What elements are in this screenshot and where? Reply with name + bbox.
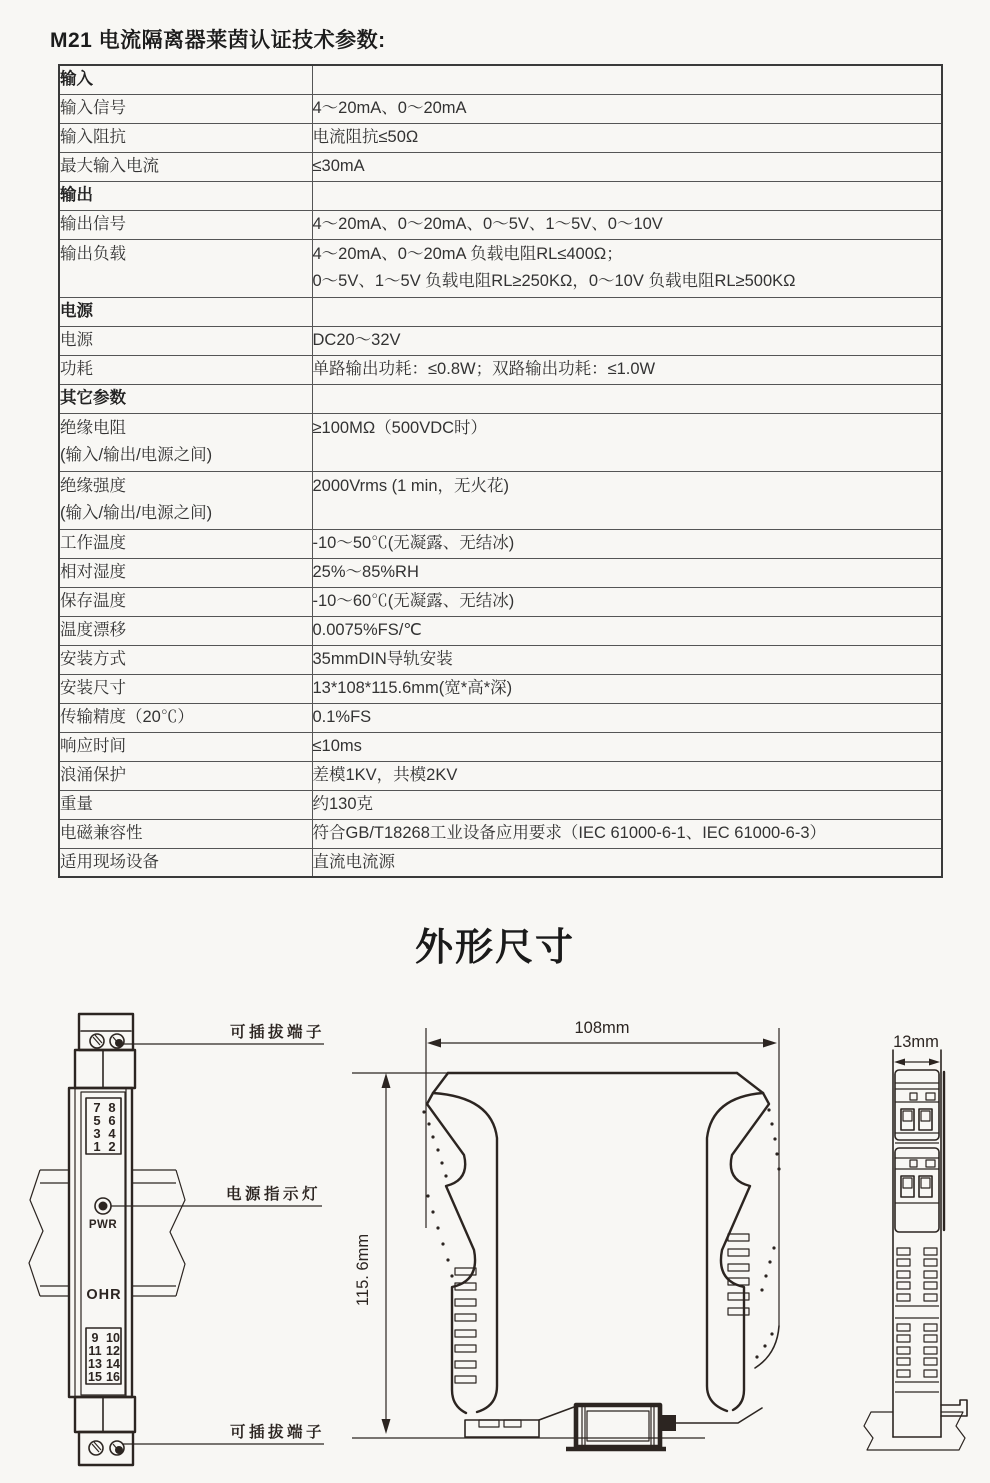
param-value-line: 0～5V、1～5V 负载电阻RL≥250KΩ，0～10V 负载电阻RL≥500KΩ [312, 271, 796, 290]
section-label: 输入 [59, 65, 312, 94]
param-value: -10～60℃(无凝露、无结冰) [312, 587, 942, 616]
screw-icon [110, 1034, 124, 1048]
param-label: 电磁兼容性 [59, 819, 312, 848]
dimension-drawings [0, 985, 990, 1483]
table-row [59, 848, 942, 877]
table-row [59, 94, 942, 123]
param-value: 0.1%FS [312, 703, 942, 732]
vent-slots [455, 1234, 749, 1383]
table-row [59, 558, 942, 587]
param-label: 输入信号 [59, 94, 312, 123]
param-label: 工作温度 [59, 529, 312, 558]
table-row [59, 761, 942, 790]
param-value [312, 65, 942, 94]
param-value: ≥100MΩ（500VDC时） [312, 413, 942, 471]
latch-tab [941, 1400, 967, 1416]
param-label: 功耗 [59, 355, 312, 384]
terminal-number: 7 [93, 1100, 101, 1115]
terminal-number: 13 [88, 1357, 102, 1371]
dimension-arrow [763, 1039, 777, 1048]
section-label: 输出 [59, 181, 312, 210]
param-label: 温度漂移 [59, 616, 312, 645]
param-value: ≤10ms [312, 732, 942, 761]
table-row [59, 616, 942, 645]
param-label: 输出负载 [59, 239, 312, 297]
param-value-line: 4～20mA、0～20mA 负载电阻RL≤400Ω； [312, 244, 623, 263]
page-title: M21 电流隔离器莱茵认证技术参数: [50, 29, 386, 52]
param-label-line: 绝缘电阻 [60, 418, 126, 437]
power-led-callout-label: 电源指示灯 [225, 1186, 321, 1203]
param-label-line: 绝缘强度 [60, 476, 126, 495]
param-value: 35mmDIN导轨安装 [312, 645, 942, 674]
din-rail-section [864, 1412, 965, 1450]
param-value [312, 181, 942, 210]
depth-dimension-label: 13mm [893, 1033, 939, 1051]
param-value: -10～50℃(无凝露、无结冰) [312, 529, 942, 558]
param-value: 电流阻抗≤50Ω [312, 123, 942, 152]
table-row [59, 65, 942, 94]
table-row [59, 297, 942, 326]
spec-table [58, 64, 943, 878]
terminal-number: 2 [108, 1139, 116, 1154]
screw-icon [90, 1034, 104, 1048]
table-row [59, 239, 942, 297]
terminal-box-top [86, 1098, 121, 1154]
terminal-number: 4 [108, 1126, 116, 1141]
screw-icon [89, 1441, 103, 1455]
param-value [312, 297, 942, 326]
terminal-number: 14 [106, 1357, 120, 1371]
param-value: 25%～85%RH [312, 558, 942, 587]
param-value [312, 384, 942, 413]
table-row [59, 471, 942, 529]
dimension-arrow [894, 1059, 905, 1066]
side-view-drawing [352, 1019, 781, 1449]
table-row [59, 674, 942, 703]
table-row [59, 703, 942, 732]
param-label-line: (输入/输出/电源之间) [60, 503, 213, 522]
param-label: 安装方式 [59, 645, 312, 674]
table-row [59, 413, 942, 471]
param-label: 适用现场设备 [59, 848, 312, 877]
param-label [59, 471, 312, 529]
param-value: 直流电流源 [312, 848, 942, 877]
dimensions-heading: 外形尺寸 [414, 927, 575, 969]
terminal-number: 8 [108, 1100, 116, 1115]
top-connector-label: 可插拔端子 [229, 1024, 325, 1041]
param-label: 最大输入电流 [59, 152, 312, 181]
table-row [59, 355, 942, 384]
bottom-connector-label: 可插拔端子 [229, 1424, 325, 1441]
din-rail [29, 1170, 185, 1296]
param-label: 相对湿度 [59, 558, 312, 587]
top-view-drawing [864, 1033, 967, 1450]
param-label [59, 413, 312, 471]
dimension-arrow [382, 1419, 391, 1434]
terminal-number: 11 [88, 1344, 102, 1358]
dimension-arrow [929, 1059, 940, 1066]
power-led-icon [95, 1198, 111, 1214]
param-value: 13*108*115.6mm(宽*高*深) [312, 674, 942, 703]
terminal-number: 1 [93, 1139, 101, 1154]
table-row [59, 210, 942, 239]
param-label: 输出信号 [59, 210, 312, 239]
power-led-label: PWR [88, 1219, 118, 1231]
table-row [59, 819, 942, 848]
terminal-number: 6 [108, 1113, 116, 1128]
terminal-number: 12 [106, 1344, 120, 1358]
param-value: 差模1KV，共模2KV [312, 761, 942, 790]
terminal-number: 10 [106, 1331, 120, 1345]
param-value: 4～20mA、0～20mA、0～5V、1～5V、0～10V [312, 210, 942, 239]
param-value: 4～20mA、0～20mA [312, 94, 942, 123]
dimension-arrow [382, 1073, 391, 1088]
table-row [59, 152, 942, 181]
terminal-number: 15 [88, 1370, 102, 1384]
table-row [59, 123, 942, 152]
table-row [59, 732, 942, 761]
table-row [59, 587, 942, 616]
terminal-number: 9 [91, 1331, 99, 1345]
table-row [59, 326, 942, 355]
din-latch [465, 1405, 762, 1449]
param-label-line: (输入/输出/电源之间) [60, 445, 213, 464]
bottom-connector [79, 1432, 133, 1465]
param-value [312, 239, 942, 297]
param-value: 2000Vrms (1 min，无火花) [312, 471, 942, 529]
param-label: 响应时间 [59, 732, 312, 761]
terminal-number: 5 [93, 1113, 101, 1128]
terminal-box-bottom [86, 1328, 121, 1384]
param-label: 电源 [59, 326, 312, 355]
table-row [59, 181, 942, 210]
terminal-number: 3 [93, 1126, 101, 1141]
param-value: 约130克 [312, 790, 942, 819]
param-value: ≤30mA [312, 152, 942, 181]
terminal-number: 16 [106, 1370, 120, 1384]
section-label: 其它参数 [59, 384, 312, 413]
param-label: 传输精度（20℃） [59, 703, 312, 732]
param-label: 浪涌保护 [59, 761, 312, 790]
screw-icon [110, 1441, 124, 1455]
param-label: 安装尺寸 [59, 674, 312, 703]
vent-slots [895, 1248, 939, 1377]
param-label: 保存温度 [59, 587, 312, 616]
module-outline [427, 1073, 779, 1413]
width-dimension-label: 108mm [574, 1019, 630, 1037]
param-value: 符合GB/T18268工业设备应用要求（IEC 61000-6-1、IEC 61000-6-3） [312, 819, 942, 848]
table-row [59, 529, 942, 558]
module-body [69, 1050, 135, 1432]
param-label: 输入阻抗 [59, 123, 312, 152]
dimension-arrow [427, 1039, 441, 1048]
param-label: 重量 [59, 790, 312, 819]
table-row [59, 645, 942, 674]
height-dimension-label: 115. 6mm [354, 1233, 372, 1307]
front-view-drawing [29, 1014, 325, 1465]
table-row [59, 384, 942, 413]
param-value: 0.0075%FS/℃ [312, 616, 942, 645]
section-label: 电源 [59, 297, 312, 326]
table-row [59, 790, 942, 819]
brand-logo: OHR [86, 1287, 122, 1303]
param-value: 单路输出功耗：≤0.8W；双路输出功耗：≤1.0W [312, 355, 942, 384]
narrow-module-body [864, 1050, 967, 1450]
param-value: DC20～32V [312, 326, 942, 355]
